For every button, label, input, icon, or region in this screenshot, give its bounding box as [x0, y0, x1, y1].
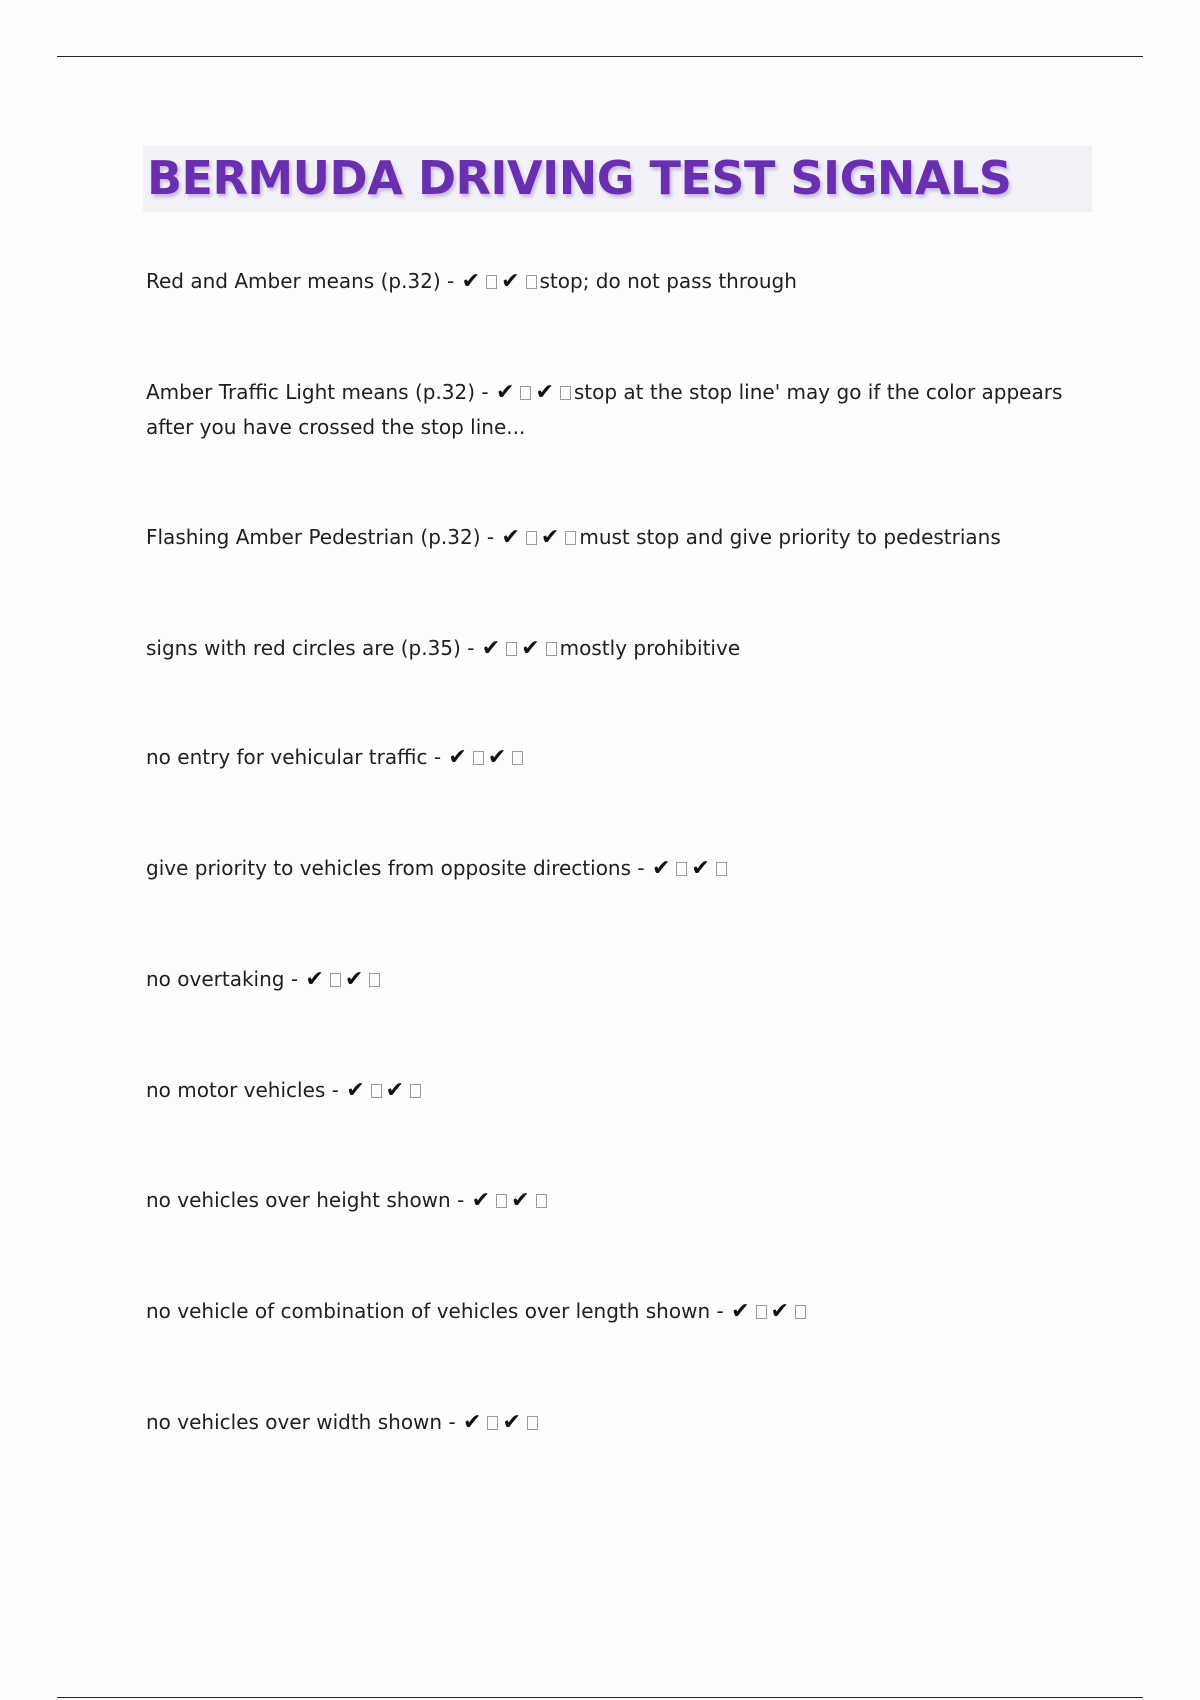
question-text: Amber Traffic Light means (p.32): [146, 380, 476, 404]
box-icon: [371, 1084, 382, 1098]
check-icon: ✔: [385, 1078, 405, 1103]
question-text: signs with red circles are (p.35): [146, 636, 461, 660]
box-icon: [676, 862, 687, 876]
separator: -: [631, 856, 651, 880]
list-item: [146, 1073, 1076, 1108]
check-icon: ✔: [770, 1299, 789, 1324]
box-icon: [536, 1194, 547, 1208]
check-icon: ✔: [651, 856, 671, 881]
box-icon: [546, 642, 557, 656]
check-icon: ✔: [463, 1410, 482, 1435]
check-icon: ✔: [501, 525, 520, 550]
box-icon: [496, 1194, 507, 1208]
list-item: [146, 520, 1076, 555]
separator: -: [450, 1188, 471, 1212]
check-icon: ✔: [691, 856, 710, 881]
check-icon: ✔: [346, 1078, 365, 1103]
check-icon: ✔: [502, 1410, 521, 1435]
separator: -: [325, 1078, 346, 1102]
check-icon: ✔: [471, 1188, 491, 1213]
top-rule: [57, 56, 1143, 57]
check-icon: ✔: [305, 967, 324, 992]
question-text: no vehicles over width shown: [146, 1410, 443, 1434]
box-icon: [512, 751, 523, 765]
check-icon: ✔: [461, 269, 481, 294]
question-text: no overtaking: [146, 967, 285, 991]
check-icon: ✔: [448, 745, 467, 770]
box-icon: [473, 751, 484, 765]
check-icon: ✔: [540, 525, 560, 550]
box-icon: [716, 862, 727, 876]
list-item: [146, 962, 1076, 997]
box-icon: [520, 386, 531, 400]
list-item: [146, 1405, 1076, 1440]
separator: -: [440, 269, 461, 293]
check-icon: ✔: [496, 380, 515, 405]
question-text: Flashing Amber Pedestrian (p.32): [146, 525, 481, 549]
list-item: [146, 375, 1076, 444]
check-icon: ✔: [521, 636, 540, 661]
check-icon: ✔: [501, 269, 520, 294]
box-icon: [756, 1305, 767, 1319]
box-icon: [330, 973, 341, 987]
separator: -: [284, 967, 305, 991]
separator: -: [427, 745, 448, 769]
box-icon: [795, 1305, 806, 1319]
check-icon: ✔: [511, 1188, 530, 1213]
check-icon: ✔: [731, 1299, 750, 1324]
answer-text: stop; do not pass through: [539, 269, 797, 293]
question-text: no motor vehicles: [146, 1078, 326, 1102]
bottom-rule: [57, 1697, 1143, 1698]
separator: -: [710, 1299, 731, 1323]
box-icon: [526, 275, 537, 289]
separator: -: [475, 380, 495, 404]
box-icon: [486, 275, 497, 289]
answer-text: mostly prohibitive: [559, 636, 741, 660]
question-text: no vehicles over height shown: [146, 1188, 451, 1212]
answer-text: stop at the stop line' may go if the color appears after you have crossed the stop line...: [146, 380, 1063, 439]
separator: -: [460, 636, 481, 660]
list-item: [146, 1294, 1076, 1329]
list-item: [146, 740, 1076, 775]
title-banner: [143, 146, 1092, 212]
box-icon: [369, 973, 380, 987]
question-text: no vehicle of combination of vehicles over length shown: [146, 1299, 711, 1323]
check-icon: ✔: [344, 967, 364, 992]
check-icon: ✔: [487, 745, 507, 770]
list-item: [146, 1183, 1076, 1218]
box-icon: [410, 1084, 421, 1098]
check-icon: ✔: [535, 380, 554, 405]
list-item: [146, 851, 1076, 886]
box-icon: [565, 531, 576, 545]
box-icon: [506, 642, 517, 656]
box-icon: [526, 531, 537, 545]
box-icon: [527, 1416, 538, 1430]
answer-text: must stop and give priority to pedestrians: [579, 525, 1001, 549]
check-icon: ✔: [481, 636, 501, 661]
page-title: BERMUDA DRIVING TEST SIGNALS: [147, 151, 1012, 205]
separator: -: [480, 525, 501, 549]
separator: -: [442, 1410, 463, 1434]
box-icon: [560, 386, 571, 400]
question-text: Red and Amber means (p.32): [146, 269, 441, 293]
question-text: no entry for vehicular traffic: [146, 745, 428, 769]
question-text: give priority to vehicles from opposite directions: [146, 856, 632, 880]
list-item: [146, 264, 1076, 299]
box-icon: [487, 1416, 498, 1430]
list-item: [146, 631, 1076, 666]
